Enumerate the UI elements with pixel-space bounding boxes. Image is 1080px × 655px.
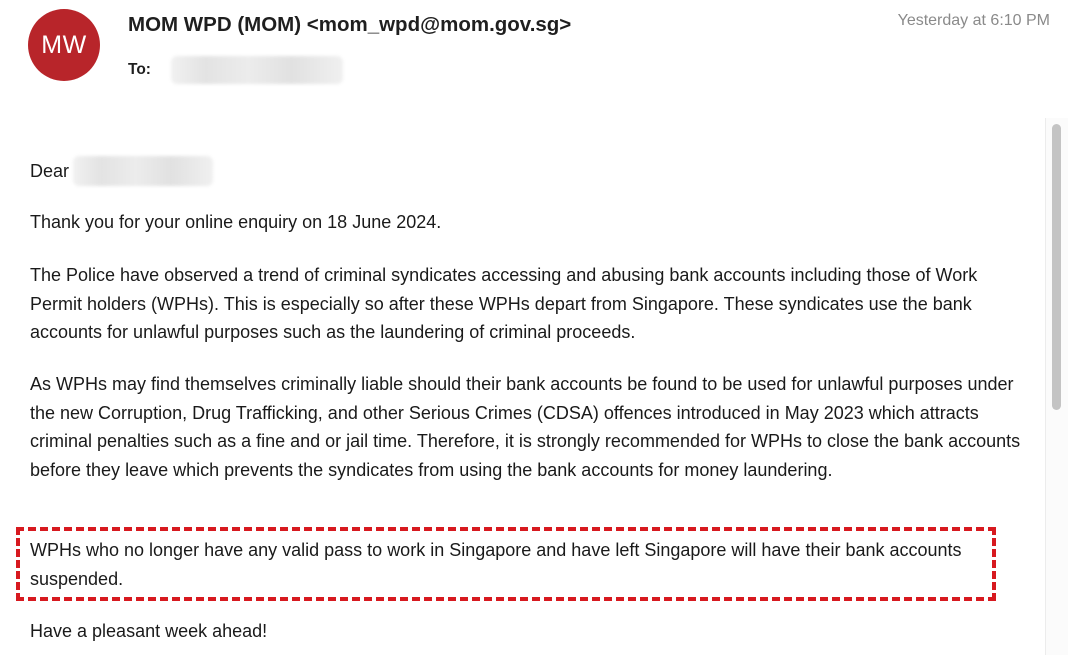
scrollbar-thumb[interactable] [1052, 124, 1061, 410]
paragraph-police-trend: The Police have observed a trend of criminal syndicates accessing and abusing bank accounts including those of Work Permit holders (WPHs). This is especially so after these WPHs depart from Singapore. These syndicates use the bank accounts for unlawful purposes such as the laundering of criminal proceeds. [30, 265, 978, 342]
paragraph-recommendation: As WPHs may find themselves criminally liable should their bank accounts be found to be used for unlawful purposes under the new Corruption, Drug Trafficking, and other Serious Crimes (CDSA) offences introduced in May 2023 which attracts criminal penalties such as a fine and or jail time. Therefore, it is strongly recommended for WPHs to close the bank accounts before they leave which prevents the syndicates from using the bank accounts for money laundering. [30, 374, 1021, 480]
paragraph-suspension: WPHs who no longer have any valid pass to work in Singapore and have left Singapore will have their bank accounts suspended. [30, 540, 962, 589]
greeting: Dear [30, 160, 70, 181]
recipient-row [128, 56, 343, 84]
to-label: To: [128, 61, 151, 78]
paragraph-closing: Have a pleasant week ahead! [30, 621, 268, 641]
avatar-initials: MW [41, 30, 87, 59]
redacted-recipient-name [73, 156, 213, 186]
email-timestamp: Yesterday at 6:10 PM [897, 12, 1050, 29]
greeting-row [30, 156, 213, 186]
highlight-box [16, 527, 996, 601]
sender-name[interactable]: MOM WPD (MOM) <mom_wpd@mom.gov.sg> [128, 13, 572, 36]
scrollbar[interactable] [1045, 118, 1068, 655]
redacted-recipient[interactable] [171, 56, 343, 84]
paragraph-thanks: Thank you for your online enquiry on 18 June 2024. [30, 212, 442, 232]
sender-avatar[interactable] [28, 9, 100, 81]
